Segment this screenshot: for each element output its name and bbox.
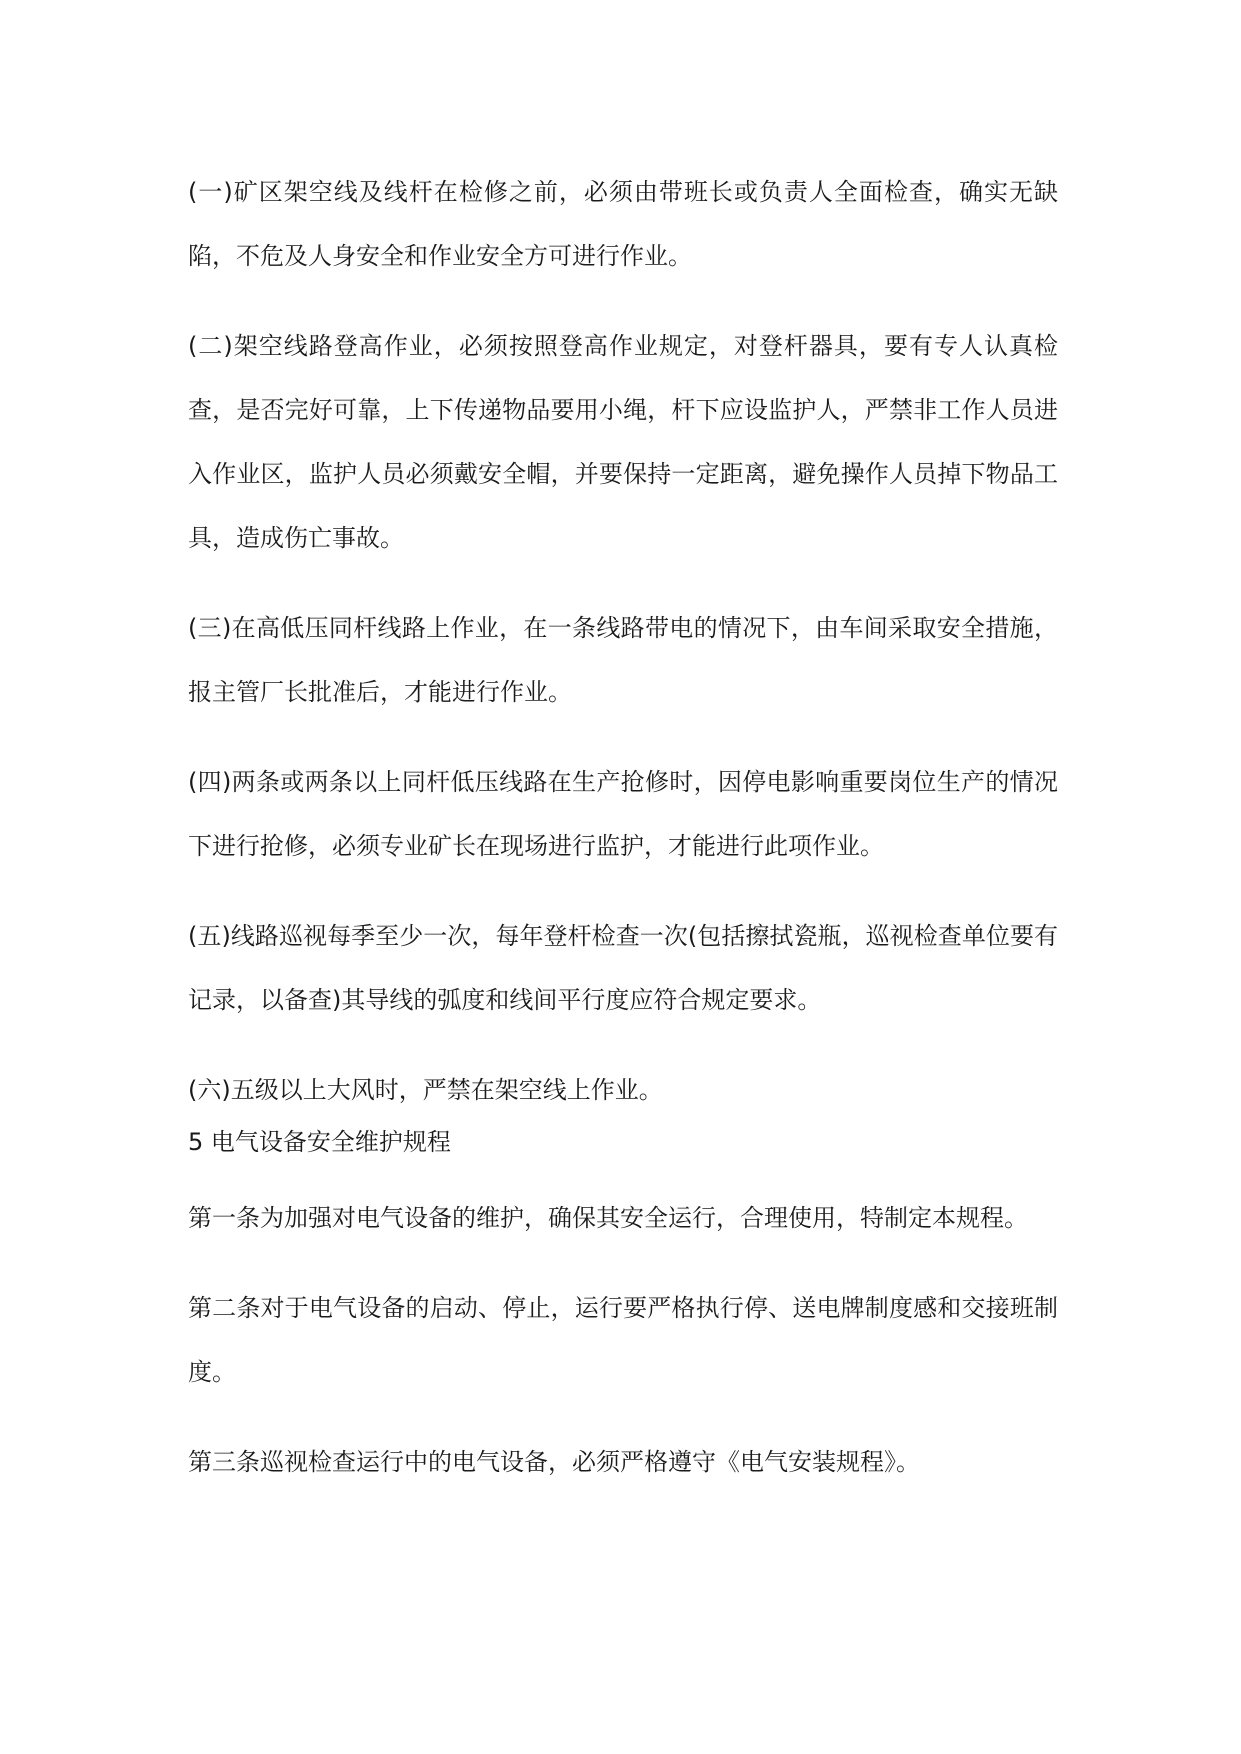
article-3: 第三条巡视检查运行中的电气设备，必须严格遵守《电气安装规程》。 <box>188 1448 920 1476</box>
section-heading: 5 电气设备安全维护规程 <box>188 1128 451 1156</box>
paragraph-6: (六)五级以上大风时，严禁在架空线上作业。 <box>188 1076 663 1104</box>
article-1: 第一条为加强对电气设备的维护，确保其安全运行，合理使用，特制定本规程。 <box>188 1204 1028 1232</box>
paragraph-2: (二)架空线路登高作业，必须按照登高作业规定，对登杆器具，要有专人认真检查，是否完好可靠，上下传递物品要用小绳，杆下应设监护人，严禁非工作人员进入作业区，监护人员必须戴安全帽，并要保持一定距离，避免操作人员掉下物品工具，造成伤亡事故。 <box>188 332 1058 552</box>
document-body <box>188 160 1058 1520</box>
paragraph-5: (五)线路巡视每季至少一次，每年登杆检查一次(包括擦拭瓷瓶，巡视检查单位要有记录，以备查)其导线的弧度和线间平行度应符合规定要求。 <box>188 922 1058 1014</box>
paragraph-3: (三)在高低压同杆线路上作业，在一条线路带电的情况下，由车间采取安全措施，报主管厂长批准后，才能进行作业。 <box>188 614 1058 706</box>
paragraph-1: (一)矿区架空线及线杆在检修之前，必须由带班长或负责人全面检查，确实无缺陷，不危及人身安全和作业安全方可进行作业。 <box>188 178 1058 270</box>
article-2: 第二条对于电气设备的启动、停止，运行要严格执行停、送电牌制度感和交接班制度。 <box>188 1294 1058 1386</box>
paragraph-4: (四)两条或两条以上同杆低压线路在生产抢修时，因停电影响重要岗位生产的情况下进行抢修，必须专业矿长在现场进行监护，才能进行此项作业。 <box>188 768 1058 860</box>
